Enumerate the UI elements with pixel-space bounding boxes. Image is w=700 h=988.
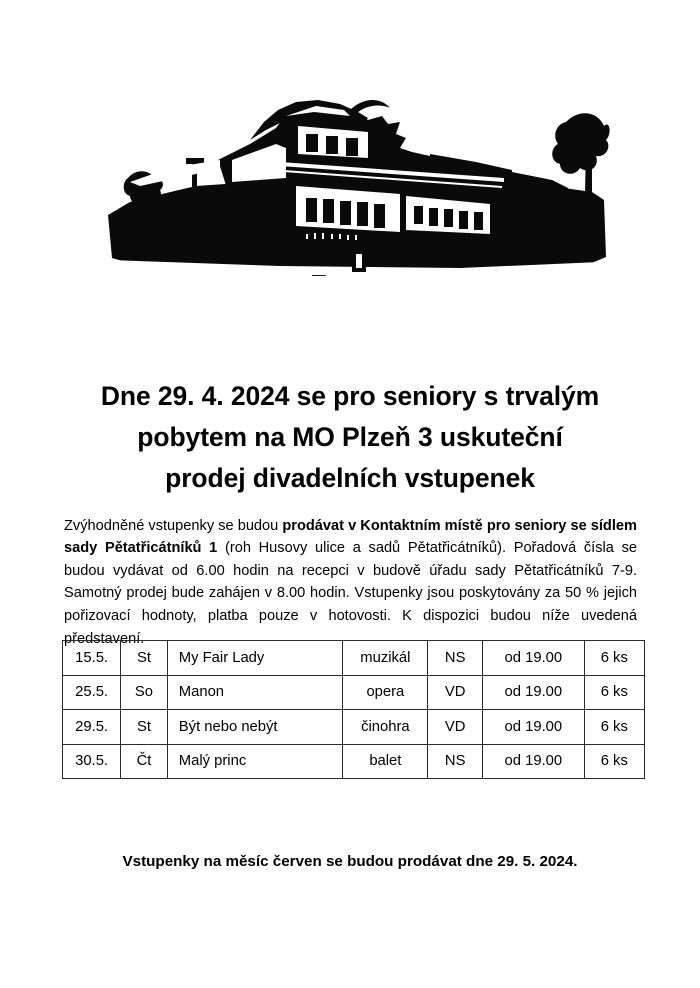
- cell-date: 25.5.: [63, 675, 121, 710]
- cell-stage: VD: [428, 675, 483, 710]
- paragraph-part-1: Zvýhodněné vstupenky se budou: [64, 517, 283, 534]
- cell-genre: balet: [343, 744, 428, 779]
- cell-quantity: 6 ks: [584, 641, 644, 676]
- cell-day: St: [121, 641, 168, 676]
- cell-title: Být nebo nebýt: [167, 710, 343, 745]
- theatre-building-image: [100, 82, 612, 282]
- cell-stage: NS: [428, 641, 483, 676]
- cell-stage: VD: [428, 710, 483, 745]
- footer-note: Vstupenky na měsíc červen se budou prodávat dne 29. 5. 2024.: [122, 853, 578, 871]
- theatre-building-photo: [100, 82, 612, 282]
- cell-quantity: 6 ks: [584, 675, 644, 710]
- cell-date: 15.5.: [63, 641, 121, 676]
- cell-time: od 19.00: [483, 641, 584, 676]
- performances-table: [62, 640, 645, 779]
- cell-title: Malý princ: [167, 744, 343, 779]
- cell-genre: činohra: [343, 710, 428, 745]
- cell-time: od 19.00: [483, 675, 584, 710]
- table-row: [63, 744, 645, 779]
- cell-genre: muzikál: [343, 641, 428, 676]
- headline-line-3: prodej divadelních vstupenek: [165, 462, 535, 493]
- cell-quantity: 6 ks: [584, 710, 644, 745]
- cell-date: 29.5.: [63, 710, 121, 745]
- info-paragraph: [64, 515, 637, 651]
- cell-title: My Fair Lady: [167, 641, 343, 676]
- paragraph-part-2: (roh Husovy ulice a sadů Pětatřicátníků). Pořadová čísla se budou vydávat od 6.00 hodin na recepci v budově úřadu sady Pětatřicátníků 7-9. Samotný prodej bude zahájen v 8.00 hodin. Vstupenky jsou poskytovány za 50 % jejich pořizovací hodnoty, platba pouze v hotovosti. K dispozici budou níže uvedená představení.: [64, 540, 637, 647]
- cell-date: 30.5.: [63, 744, 121, 779]
- headline-line-2: pobytem na MO Plzeň 3 uskuteční: [137, 421, 563, 452]
- page-title: [62, 376, 638, 499]
- cell-title: Manon: [167, 675, 343, 710]
- cell-genre: opera: [343, 675, 428, 710]
- cell-day: So: [121, 675, 168, 710]
- paragraph-bold-location: prodávat v Kontaktním místě pro seniory se sídlem sady Pětatřicátníků 1: [64, 517, 637, 557]
- table-row: [63, 675, 645, 710]
- table-row: [63, 641, 645, 676]
- cell-time: od 19.00: [483, 744, 584, 779]
- performances-table-body: [63, 641, 645, 779]
- headline-line-1: Dne 29. 4. 2024 se pro seniory s trvalým: [100, 380, 600, 411]
- cell-quantity: 6 ks: [584, 744, 644, 779]
- cell-time: od 19.00: [483, 710, 584, 745]
- cell-stage: NS: [428, 744, 483, 779]
- cell-day: Čt: [121, 744, 168, 779]
- table-row: [63, 710, 645, 745]
- cell-day: St: [121, 710, 168, 745]
